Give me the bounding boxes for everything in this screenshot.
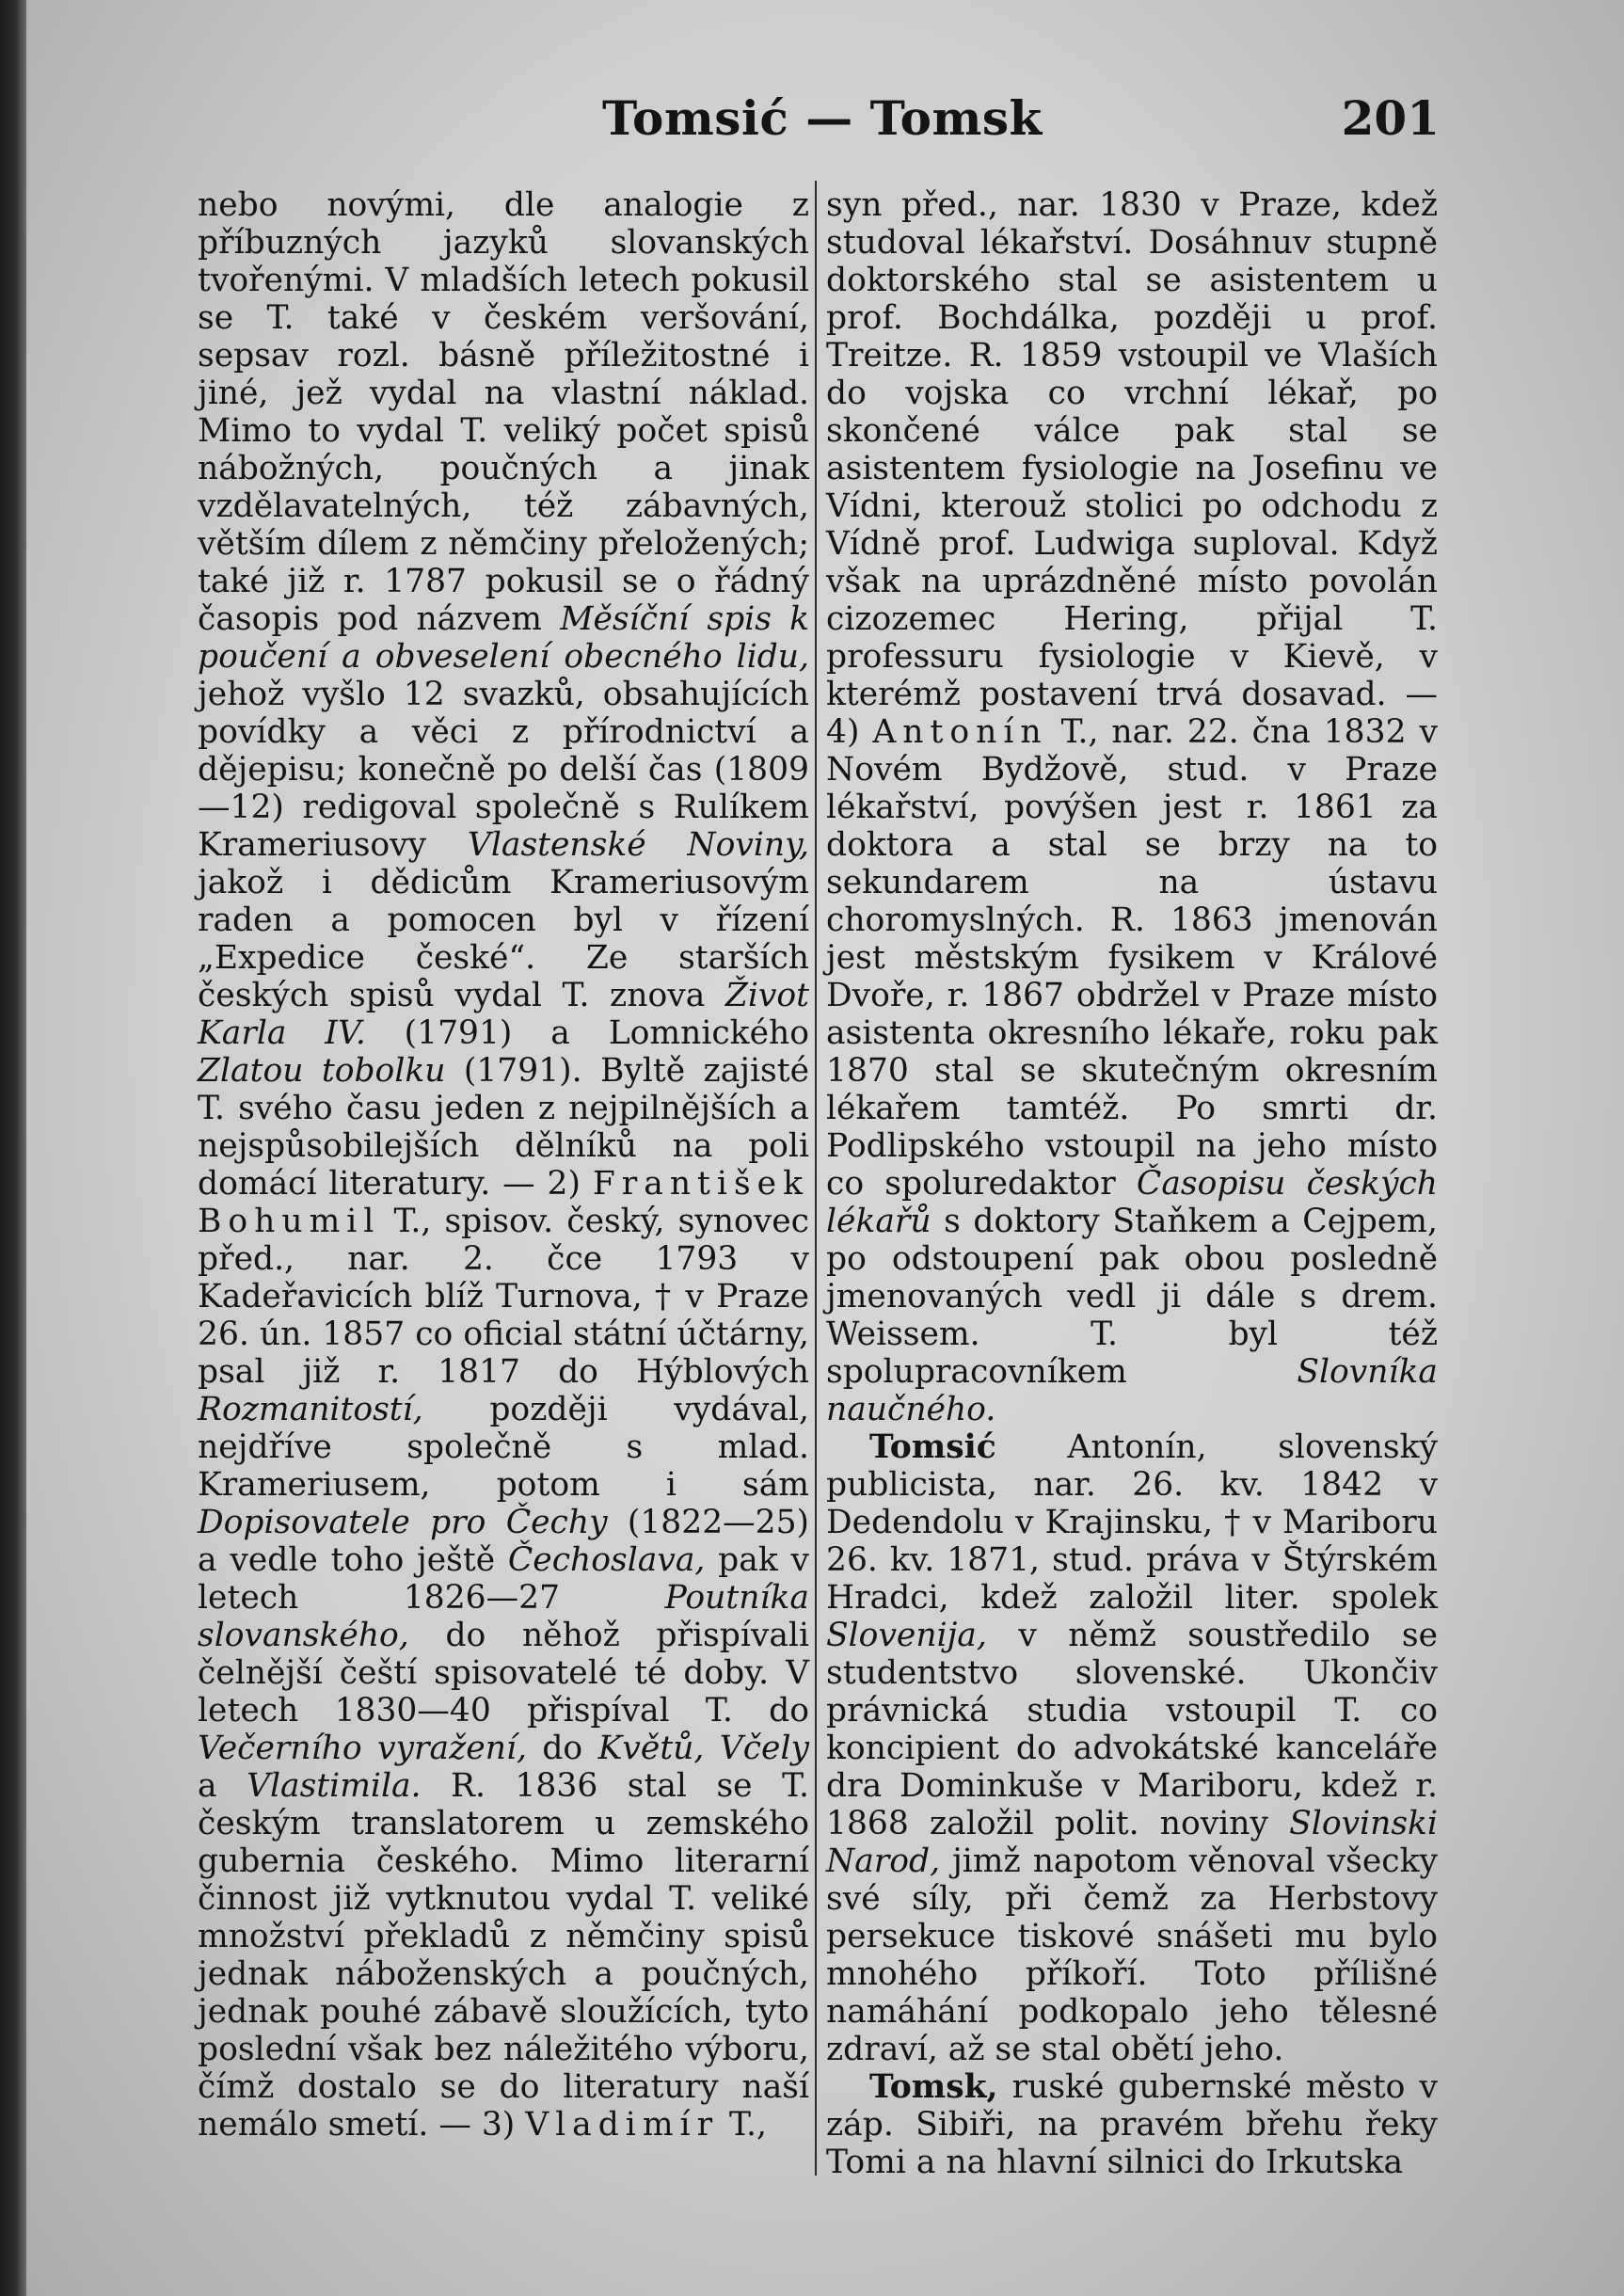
left-column — [198, 186, 809, 2144]
text-run: jehož vyšlo 12 svazků, obsahujících povídky a věci z přírodnictví a dějepisu; konečně po delší čas (1809—12) redigoval společně s Rulíkem Krameriusovy — [198, 676, 809, 864]
italic-title: Květů, Včely — [597, 1730, 809, 1767]
italic-title: Dopisovatele pro Čechy — [198, 1504, 608, 1541]
italic-title: Vlastimila. — [247, 1767, 422, 1805]
italic-title: Poutníka slovanského, — [198, 1579, 809, 1654]
text-run: jakož i dědicům Krameriusovým raden a pomocen byl v řízení „Expedice české“. Ze starších českých spisů vydal T. znova — [198, 864, 809, 1014]
text-run: a — [198, 1767, 247, 1805]
text-run: později vydával, nejdříve společně s mlad. Krameriusem, potom i sám — [198, 1391, 809, 1504]
page-number: 201 — [1341, 90, 1440, 146]
text-run: Antonín, slovenský publicista, nar. 26. kv. 1842 v Dedendolu v Krajinsku, † v Mariboru 26. kv. 1871, stud. práva v Štýrském Hradci, kdež založil liter. spolek — [826, 1428, 1438, 1617]
italic-title: Život Karla IV. — [198, 977, 809, 1052]
italic-title: Slovníka naučného. — [826, 1353, 1438, 1428]
italic-title: Časopisu českých lékařů — [826, 1165, 1438, 1240]
text-run: (1791) a Lomnického — [365, 1014, 809, 1052]
text-run: do — [526, 1730, 598, 1767]
italic-title: Čechoslava, — [507, 1541, 706, 1579]
text-run: jimž napotom věnoval všecky své síly, při čemž za Herbstovy persekuce tiskové snášeti mu bylo mnohého příkoří. Toto přílišné namáhání podkopalo jeho tělesné zdraví, až se stal obětí jeho. — [826, 1842, 1438, 2068]
paragraph-tomsa-vladimir — [826, 186, 1438, 1428]
italic-title: Měsíční spis k poučení a obveselení obecného lidu, — [198, 600, 809, 676]
italic-title: Slovenija, — [826, 1617, 987, 1654]
text-run: v němž soustředilo se studentstvo slovenské. Ukončiv právnická studia vstoupil T. co koncipient do advokátské kanceláře dra Dominkuše v Mariboru, kdež r. 1868 založil polit. noviny — [826, 1617, 1438, 1842]
column-divider — [815, 181, 817, 2176]
running-head: Tomsić — Tomsk — [602, 90, 1043, 146]
text-run: nebo novými, dle analogie z příbuzných jazyků slovanských tvořenými. V mladších letech pokusil se T. také v českém veršování, sepsav rozl. básně příležitostné i jiné, jež vydal na vlastní náklad. Mimo to vydal T. veliký počet spisů nábožných, poučných a jinak vzdělavatelných, též zábavných, větším dílem z němčiny přeložených; také již r. 1787 pokusil se o řádný časopis pod názvem — [198, 186, 809, 638]
text-run: syn před., nar. 1830 v Praze, kdež studoval lékařství. Dosáhnuv stupně doktorského stal se asistentem u prof. Bochdálka, později u prof. Treitze. R. 1859 vstoupil ve Vlaších do vojska co vrchní lékař, po skončené válce pak stal se asistentem fysiologie na Josefinu ve Vídni, kterouž stolici po odchodu z Vídně prof. Ludwiga suploval. Když však na uprázdněné místo povolán cizozemec Hering, přijal T. professuru fysiologie v Kievě, v kterémž postavení trvá dosavad. — 4) — [826, 186, 1438, 751]
text-run: s doktory Staňkem a Cejpem, po odstoupení pak obou posledně jmenovaných vedl ji dále s drem. Weissem. T. byl též spolupracovníkem — [826, 1203, 1438, 1391]
entry-tomsic — [826, 1428, 1438, 2068]
text-run: R. 1836 stal se T. českým translatorem u zemského gubernia českého. Mimo literarní činnost již vytknutou vydal T. veliké množství překladů z němčiny spisů jednak náboženských a poučných, jednak pouhé zábavě sloužících, tyto poslední však bez náležitého výboru, čímž dostalo se do literatury naší nemálo smetí. — 3) — [198, 1767, 809, 2144]
text-run: pak v letech 1826—27 — [198, 1541, 810, 1617]
book-binding-edge — [0, 0, 26, 2296]
text-run: do něhož přispívali čelnější čeští spisovatelé té doby. V letech 1830—40 přispíval T. do — [198, 1617, 809, 1730]
spaced-name: Antonín — [872, 713, 1048, 751]
italic-title: Zlatou tobolku — [198, 1052, 446, 1090]
spaced-name: František Bohumil — [198, 1165, 809, 1240]
entry-headword: Tomsk, — [869, 2068, 998, 2106]
text-run: (1791). Byltě zajisté T. svého času jeden z nejpilnějších a nejspůsobilejších dělníků na poli domácí literatury. — 2) — [198, 1052, 809, 1203]
paragraph-tomsa-continued — [198, 186, 809, 2144]
spaced-name: Vladimír — [525, 2106, 720, 2144]
text-run: ruské gubernské město v záp. Sibiři, na pravém břehu řeky Tomi a na hlavní silnici do Irkutska — [826, 2068, 1438, 2181]
text-run: T., spisov. český, synovec před., nar. 2. čce 1793 v Kadeřavicích blíž Turnova, † v Praze 26. ún. 1857 co oficial státní účtárny, psal již r. 1817 do Hýblových — [198, 1203, 809, 1391]
page-header — [188, 90, 1440, 156]
entry-headword: Tomsić — [869, 1428, 996, 1466]
italic-title: Slovinski Narod, — [826, 1805, 1438, 1880]
italic-title: Vlastenské Noviny, — [467, 826, 809, 864]
italic-title: Večerního vyražení, — [198, 1730, 527, 1767]
right-column — [826, 186, 1438, 2181]
entry-tomsk — [826, 2068, 1438, 2181]
text-run: T., nar. 22. čna 1832 v Novém Bydžově, stud. v Praze lékařství, povýšen jest r. 1861 za doktora a stal se brzy na to sekundarem na ústavu choromyslných. R. 1863 jmenován jest městským fysikem v Králové Dvoře, r. 1867 obdržel v Praze místo asistenta okresního lékaře, roku pak 1870 stal se skutečným okresním lékařem tamtéž. Po smrti dr. Podlipského vstoupil na jeho místo co spoluredaktor — [826, 713, 1438, 1203]
text-run: T., — [719, 2106, 767, 2144]
text-run: (1822—25) a vedle toho ještě — [198, 1504, 809, 1579]
italic-title: Rozmanitostí, — [198, 1391, 423, 1428]
